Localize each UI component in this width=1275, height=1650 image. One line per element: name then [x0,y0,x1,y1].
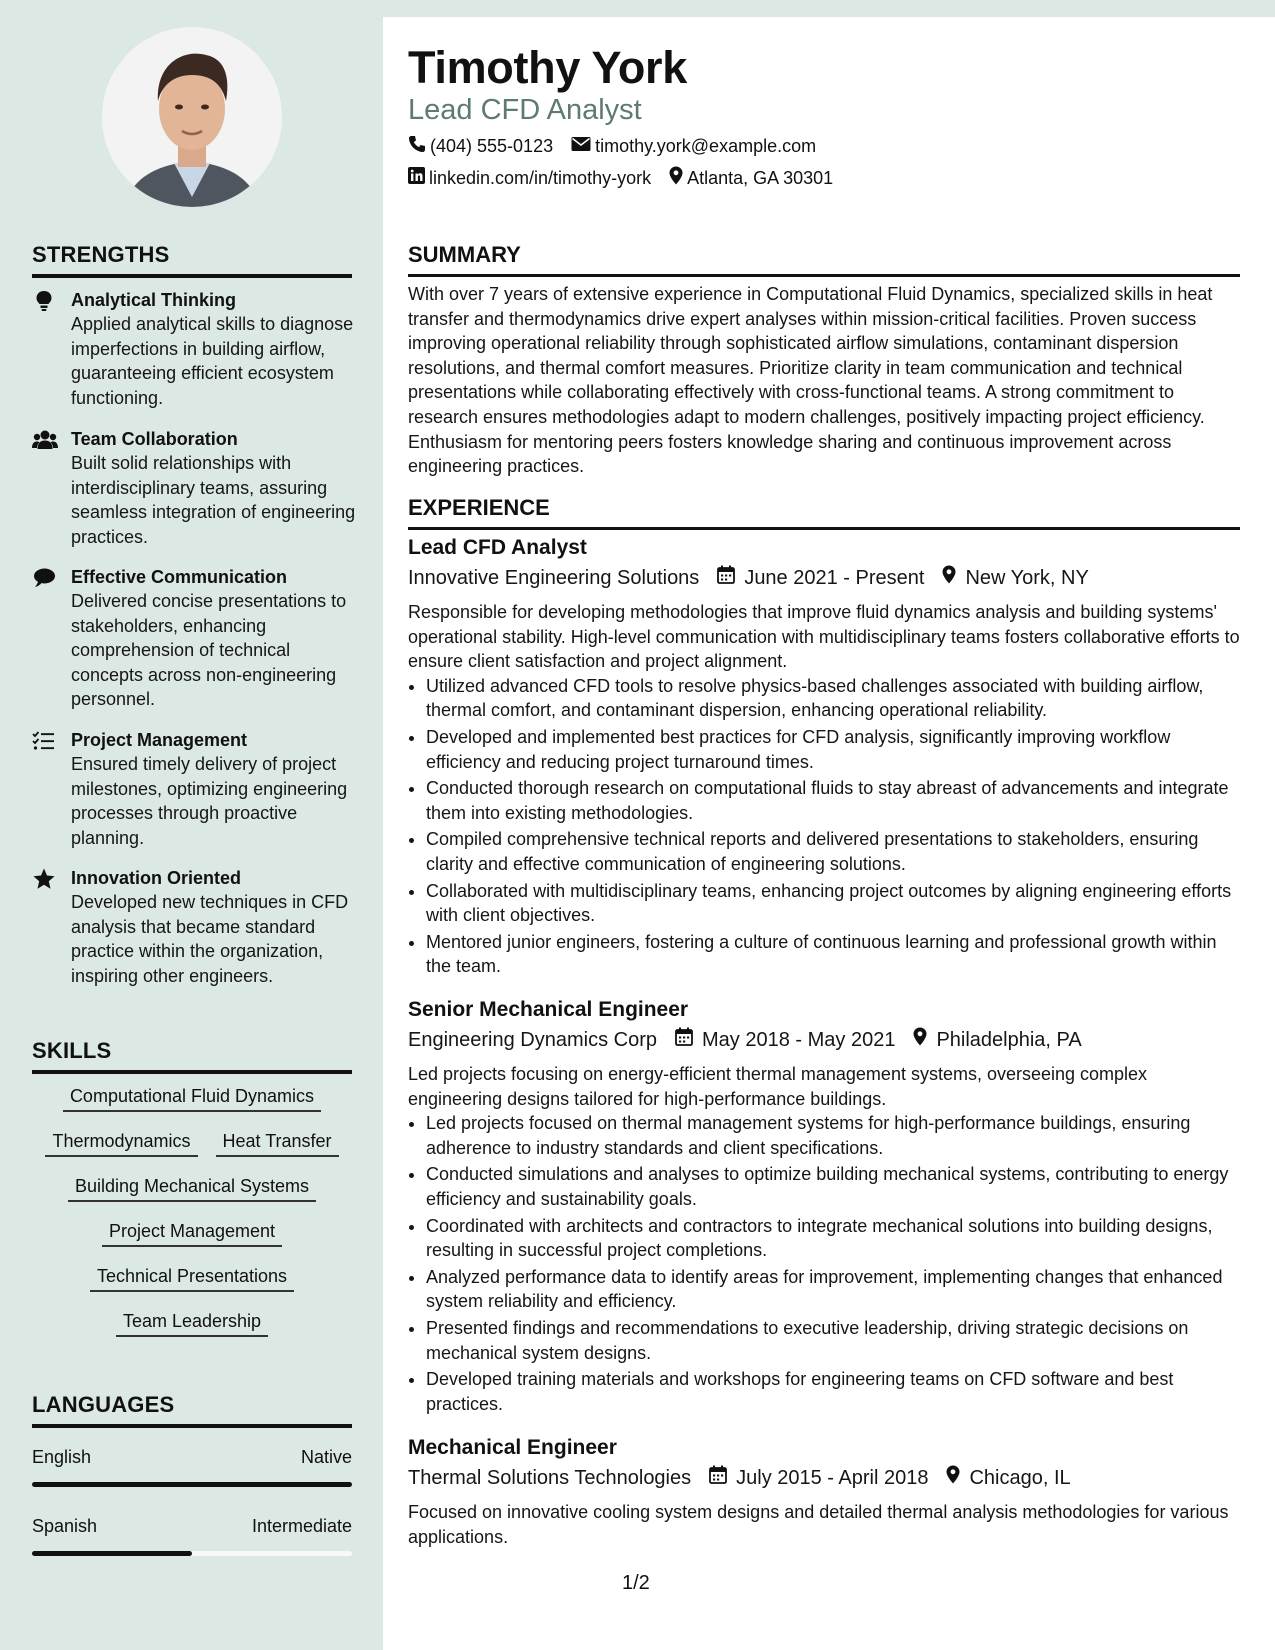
language-proficiency-bar [32,1482,352,1487]
job-entry [408,1433,1240,1549]
job-entry [408,533,1240,981]
strength-item [32,288,362,410]
strength-item [32,728,362,850]
skill-row [32,1082,352,1127]
language-level: Native [300,1447,352,1467]
strength-title: Innovation Oriented [71,868,242,888]
job-description: Led projects focusing on energy-efficient thermal management systems, overseeing complex engineering designs tailored for high-performance buildings. [408,1064,1148,1109]
job-bullet: • Led projects focused on thermal management systems for high-performance buildings, ensuring adherence to industry standards and client specifications. [426,1111,1240,1160]
lightbulb-icon [32,290,56,312]
language-item [32,1447,352,1487]
job-dates: July 2015 - April 2018 [736,1467,929,1489]
strength-title: Effective Communication [71,567,288,587]
job-meta [408,563,1240,593]
strength-item [32,565,362,712]
skill-row [32,1262,352,1307]
calendar-icon [709,1463,736,1493]
job-bullet: • Analyzed performance data to identify areas for improvement, implementing changes that enhanced system reliability and efficiency. [426,1265,1240,1314]
skill-row [32,1127,352,1172]
strength-title: Analytical Thinking [71,290,237,310]
job-dates-group [717,563,924,593]
job-dates-group [709,1463,928,1493]
skill-tag: Building Mechanical Systems [68,1172,316,1202]
job-bullet: • Collaborated with multidisciplinary teams, enhancing project outcomes by aligning engineering efforts with client objectives. [426,879,1240,928]
job-meta [408,1463,1240,1493]
summary-heading: SUMMARY [408,242,1240,277]
users-icon [32,429,56,451]
job-meta [408,1025,1240,1055]
language-item [32,1516,352,1556]
skill-tag: Project Management [102,1217,282,1247]
job-bullet: • Conducted thorough research on computational fluids to stay abreast of advancements and integrate them into existing methodologies. [426,776,1240,825]
job-entry [408,995,1240,1418]
job-location-group [942,563,1088,593]
strength-description: Developed new techniques in CFD analysis that became standard practice within the organization, inspiring other engineers. [71,892,349,986]
job-bullet: • Mentored junior engineers, fostering a culture of continuous learning and professional growth within the team. [426,930,1240,979]
job-location: Chicago, IL [969,1467,1071,1489]
strength-description: Built solid relationships with interdisciplinary teams, assuring seamless integration of engineering practices. [71,453,356,547]
job-bullet: • Coordinated with architects and contractors to integrate mechanical solutions into building designs, resulting in successful project completions. [426,1214,1240,1263]
chat-bubble-icon [32,567,56,589]
summary-text: With over 7 years of extensive experience in Computational Fluid Dynamics, specialized skills in heat transfer and thermodynamics drive expert analyses within mission-critical facilities. Proven success improving operational reliability through sophisticated airflow simulations, contaminant dispersion resolutions, and thermal comfort measures. Prioritize clarity in team communication and technical presentations while collaborating effectively with cross-functional teams. A strong commitment to research ensures methodologies adapt to modern challenges, positively impacting project efficiency. Enthusiasm for mentoring peers fosters knowledge sharing and continuous improvement across engineering practices. [408,284,1213,477]
candidate-name: Timothy York [408,42,687,93]
job-company: Thermal Solutions Technologies [408,1467,692,1489]
job-location: New York, NY [965,567,1089,589]
contact-row [408,166,851,190]
profile-photo [102,27,282,207]
job-company: Innovative Engineering Solutions [408,567,700,589]
skill-tag: Heat Transfer [216,1127,339,1157]
linkedin-icon [408,167,429,189]
phone-icon [408,135,430,158]
skills-heading: SKILLS [32,1038,352,1074]
job-dates-group [675,1025,895,1055]
job-bullet: • Conducted simulations and analyses to optimize building mechanical systems, contributing to energy efficiency and sustainability goals. [426,1162,1240,1211]
skill-row [32,1172,352,1217]
sidebar [0,0,383,1650]
job-location-group [913,1025,1081,1055]
experience-heading: EXPERIENCE [408,495,1240,530]
job-title: Lead CFD Analyst [408,536,587,559]
job-title: Mechanical Engineer [408,1436,617,1459]
job-bullet: • Compiled comprehensive technical reports and delivered presentations to stakeholders, ensuring clarity and effective communication of engineering solutions. [426,827,1240,876]
language-proficiency-fill [32,1482,352,1487]
job-bullet: • Developed and implemented best practices for CFD analysis, significantly improving workflow efficiency and reducing project turnaround times. [426,725,1240,774]
skill-tag: Team Leadership [116,1307,268,1337]
phone-number: (404) 555-0123 [430,136,554,156]
strength-title: Project Management [71,730,248,750]
job-dates: May 2018 - May 2021 [702,1029,896,1051]
language-name: Spanish [32,1516,98,1536]
strength-description: Ensured timely delivery of project milestones, optimizing engineering processes through proactive planning. [71,754,348,848]
strength-item [32,866,362,988]
language-proficiency-bar [32,1551,352,1556]
candidate-role: Lead CFD Analyst [408,94,642,126]
main-content [408,0,1240,1650]
skill-row [32,1217,352,1262]
contact-row [408,135,834,158]
job-title: Senior Mechanical Engineer [408,998,689,1021]
job-bullets [408,674,1240,979]
skills-list [32,1082,352,1352]
linkedin-link[interactable]: linkedin.com/in/timothy-york [429,167,652,188]
strength-title: Team Collaboration [71,429,238,449]
strength-description: Delivered concise presentations to stakeholders, enhancing comprehension of technical concepts across non-engineering personnel. [71,591,347,709]
email-contact[interactable] [571,136,816,157]
job-company: Engineering Dynamics Corp [408,1029,658,1051]
map-pin-icon [669,166,687,190]
email-link[interactable]: timothy.york@example.com [595,136,817,156]
checklist-icon [32,730,56,752]
language-proficiency-fill [32,1551,192,1556]
linkedin-contact[interactable] [408,167,651,189]
strength-item [32,427,362,549]
location-text: Atlanta, GA 30301 [687,167,834,188]
skill-tag: Computational Fluid Dynamics [63,1082,321,1112]
skill-tag: Technical Presentations [90,1262,294,1292]
map-pin-icon [942,563,965,593]
job-bullet: • Presented findings and recommendations to executive leadership, driving strategic decisions on mechanical system designs. [426,1316,1240,1365]
job-description: Focused on innovative cooling system designs and detailed thermal analysis methodologies for various applications. [408,1502,1229,1547]
skill-tag: Thermodynamics [45,1127,197,1157]
job-bullets [408,1111,1240,1416]
phone-contact [408,135,553,158]
map-pin-icon [946,1463,969,1493]
map-pin-icon [913,1025,936,1055]
page-number: 1/2 [622,1572,650,1594]
job-dates: June 2021 - Present [744,567,925,589]
location-contact [669,166,833,190]
calendar-icon [675,1025,702,1055]
job-location: Philadelphia, PA [936,1029,1082,1051]
job-bullet: • Developed training materials and workshops for engineering teams on CFD software and best practices. [426,1367,1240,1416]
language-level: Intermediate [251,1516,352,1536]
language-name: English [32,1447,92,1467]
skill-row [32,1307,352,1352]
languages-heading: LANGUAGES [32,1392,352,1428]
job-description: Responsible for developing methodologies that improve fluid dynamics analysis and building systems' operational stability. High-level communication with multidisciplinary teams fosters collaborative efforts to ensure client satisfaction and project alignment. [408,602,1240,672]
strength-description: Applied analytical skills to diagnose imperfections in building airflow, guaranteeing efficient ecosystem functioning. [71,314,354,408]
job-location-group [946,1463,1070,1493]
strengths-heading: STRENGTHS [32,242,352,278]
envelope-icon [571,136,595,157]
calendar-icon [717,563,744,593]
star-icon [32,868,56,890]
job-bullet: • Utilized advanced CFD tools to resolve physics-based challenges associated with building airflow, thermal comfort, and contaminant dispersion, enhancing operational reliability. [426,674,1240,723]
